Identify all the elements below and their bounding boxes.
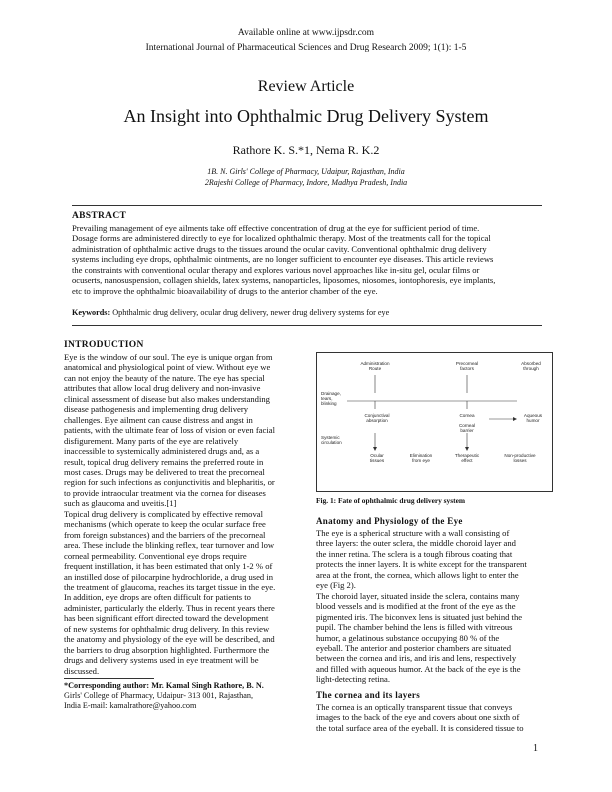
node-administration: Administration Route [360,361,390,372]
cornea-line: the total surface area of the eyeball. It is considered tissue to [316,722,524,733]
abstract-line: Prevailing management of eye ailments take off effective concentration of drug at the eye for sufficient period of time. [72,223,480,233]
intro-line: In addition, eye drops are often difficult for patients to [64,592,251,603]
node-cornea: Cornea [459,413,475,418]
correspondence-line: India E-mail: kamalrathore@yahoo.com [64,701,197,711]
intro-line: challenges. Eye ailment can cause distress and angst in [64,414,253,425]
intro-line: attributes that allow local drug delivery and non-invasive [64,383,261,394]
correspondence-label: *Corresponding author: Mr. Kamal Singh Rathore, B. N. [64,681,264,690]
abstract-line: etc to improve the ophthalmic bioavailability of drugs to the anterior chamber of the eye. [72,285,378,296]
intro-line: most cases. Drugs may be delivered to treat the precorneal [64,466,265,477]
abstract-line: ocuserts, nanosuspension, collagen shields, latex systems, nanoparticles, liposomes, niosomes, iontophoresis, eye implants, [72,275,496,286]
anatomy-line: The choroid layer, situated inside the sclera, contains many [316,590,520,601]
figure-box [316,352,553,492]
cornea-heading: The cornea and its layers [316,690,420,700]
abstract-line: the constraints with conventional ocular therapy and explores various novel approaches like in-situ gel, ocular films or [72,264,480,275]
keywords-text: Ophthalmic drug delivery, ocular drug delivery, newer drug delivery systems for eye [110,308,390,317]
node-precorneal: Precorneal factors [455,361,479,372]
journal-url: Available online at www.ijpsdr.com [237,28,375,38]
correspondence [64,681,301,712]
journal-citation: International Journal of Pharmaceutical Sciences and Drug Research 2009; 1(1): 1-5 [145,43,467,53]
cornea-line: images to the back of the eye and covers about one sixth of [316,712,520,723]
anatomy-line: blood vessels and is modified at the front of the eye as the [316,601,516,612]
page-title: An Insight into Ophthalmic Drug Delivery System [123,106,489,126]
node-absorbed: Absorbed through [521,361,541,372]
top-rule [72,205,542,206]
node-aqueous: Aqueous humor [523,413,543,424]
node-corneal-barrier: Corneal barrier [458,423,476,434]
anatomy-line: The eye is a spherical structure with a wall consisting of [316,528,510,538]
anatomy-line: area at the front, the cornea, which allows light to enter the [316,569,519,580]
keywords-label: Keywords: [72,308,111,317]
anatomy-line: humor, a gelatinous substance occupying 80 % of the [316,632,500,643]
intro-line: from foreign substances) and the barriers of the precorneal [64,529,266,540]
cornea-line: The cornea is an optically transparent tissue that conveys [316,702,513,712]
introduction-heading: INTRODUCTION [64,340,144,350]
anatomy-line: eye (Fig 2). [316,580,356,591]
intro-line: region for such infections as conjunctivitis and blepharitis, or [64,477,275,488]
intro-line: frequent instillation, it has been estimated that only 1-2 % of [64,561,273,572]
node-nonproductive: Non-productive losses [504,453,536,464]
anatomy-line: and filled with aqueous humor. At the back of the eye is the [316,663,521,674]
anatomy-line: between the cornea and iris, and iris and lens, respectively [316,653,517,664]
page-number: 1 [533,743,538,754]
anatomy-line: protects the inner layers. It is white except for the transparent [316,559,527,570]
intro-line: area. These include the blinking reflex, tear turnover and low [64,540,275,551]
intro-line: of new systems for ophthalmic drug delivery. In this review [64,623,270,634]
intro-line: Eye is the window of our soul. The eye is unique organ from [64,352,273,362]
anatomy-line: eyeball. The anterior and posterior chambers are situated [316,642,512,653]
figure-caption: Fig. 1: Fate of ophthalmic drug delivery system [316,496,466,505]
intro-line: an instilled dose of pilocarpine hydrochloride, a drug used in [64,571,274,582]
flow-connectors [347,375,517,447]
anatomy-body [316,528,552,685]
anatomy-line: the inner retina. The sclera is a tough fibrous coating that [316,548,513,559]
anatomy-line: light-detecting retina. [316,674,390,685]
intro-line: the barriers to drug absorption highlighted. Furthermore the [64,644,270,655]
intro-line: result, topical drug delivery remains the preferred route in [64,456,264,467]
node-systemic: Systemic circulation [321,435,342,446]
node-elimination: Elimination from eye [409,453,433,464]
keywords [72,308,542,317]
intro-line: inaccessible to systemically administered drugs and, as a [64,446,260,457]
intro-line: anatomical and physiological point of view. Without eye we [64,362,271,373]
abstract-line: Dosage forms are administered directly to eye for localized ophthalmic therapy. Most of the treatments call for the topical [72,233,491,244]
anatomy-line: pupil. The chamber behind the lens is filled with vitreous [316,622,513,633]
introduction-body [64,352,301,676]
intro-line: the treatment of glaucoma, reaches its target tissue in the eye. [64,581,276,592]
arrowhead-icon [465,447,469,451]
mid-rule [72,325,542,326]
node-ocular-tissues: Ocular tissues [369,453,385,464]
intro-line: discussed. [64,665,100,676]
arrowhead-icon [373,447,377,451]
intro-line: such as glaucoma and uveitis.[1] [64,498,177,509]
node-conjunctival: Conjunctival absorption [364,413,390,424]
intro-line: drugs and delivery systems used in eye treatment will be [64,655,259,666]
abstract-body [72,223,542,296]
authors: Rathore K. S.*1, Nema R. K.2 [232,143,380,157]
footnote-rule [64,678,154,679]
intro-line: disease pathogenesis and implementing drug delivery [64,404,249,415]
abstract-line: systems including eye drops, ophthalmic ointments, are no longer sufficient to encounter eye diseases. This article reviews [72,254,494,265]
correspondence-line: Girls' College of Pharmacy, Udaipur- 313 001, Rajasthan, [64,691,254,701]
intro-line: to provide intraocular treatment via the cornea for diseases [64,487,266,498]
abstract-heading: ABSTRACT [72,211,127,221]
node-effect: Therapeutic effect [454,453,480,464]
anatomy-line: pigmented iris. The biconvex lens is situated just behind the [316,611,523,622]
intro-line: the anatomy and physiology of the eye will be described, and [64,634,275,645]
article-type: Review Article [257,78,355,95]
intro-line: Topical drug delivery is complicated by effective removal [64,508,263,519]
abstract-line: administration of ophthalmic active drugs to the tissues around the ocular cavity. Conventional ophthalmic drug delivery [72,243,487,254]
anatomy-heading: Anatomy and Physiology of the Eye [316,516,463,526]
intro-line: has been significant effort directed toward the development [64,613,269,624]
cornea-body [316,702,552,733]
anatomy-line: three layers: the outer sclera, the middle choroid layer and [316,538,516,549]
intro-line: clinical assessment of disease but also makes understanding [64,393,270,404]
intro-line: can not enjoy the beauty of the nature. The eye has special [64,372,265,383]
intro-line: mechanisms (which operate to keep the ocular surface free [64,519,266,530]
affiliation-1: 1B. N. Girls' College of Pharmacy, Udaipur, Rajasthan, India [207,167,405,176]
intro-line: disfigurement. Many parts of the eye are relatively [64,435,239,446]
intro-line: corneal permeability. Conventional eye drops require [64,550,247,561]
intro-line: administer, particularly the elderly. Thus in recent years there [64,602,275,613]
affiliation-2: 2Rajeshi College of Pharmacy, Indore, Madhya Pradesh, India [204,178,408,187]
intro-line: patients, with the ultimate fear of loss of vision or even facial [64,425,275,436]
node-drainage: Drainage, tears, blinking [321,391,341,407]
